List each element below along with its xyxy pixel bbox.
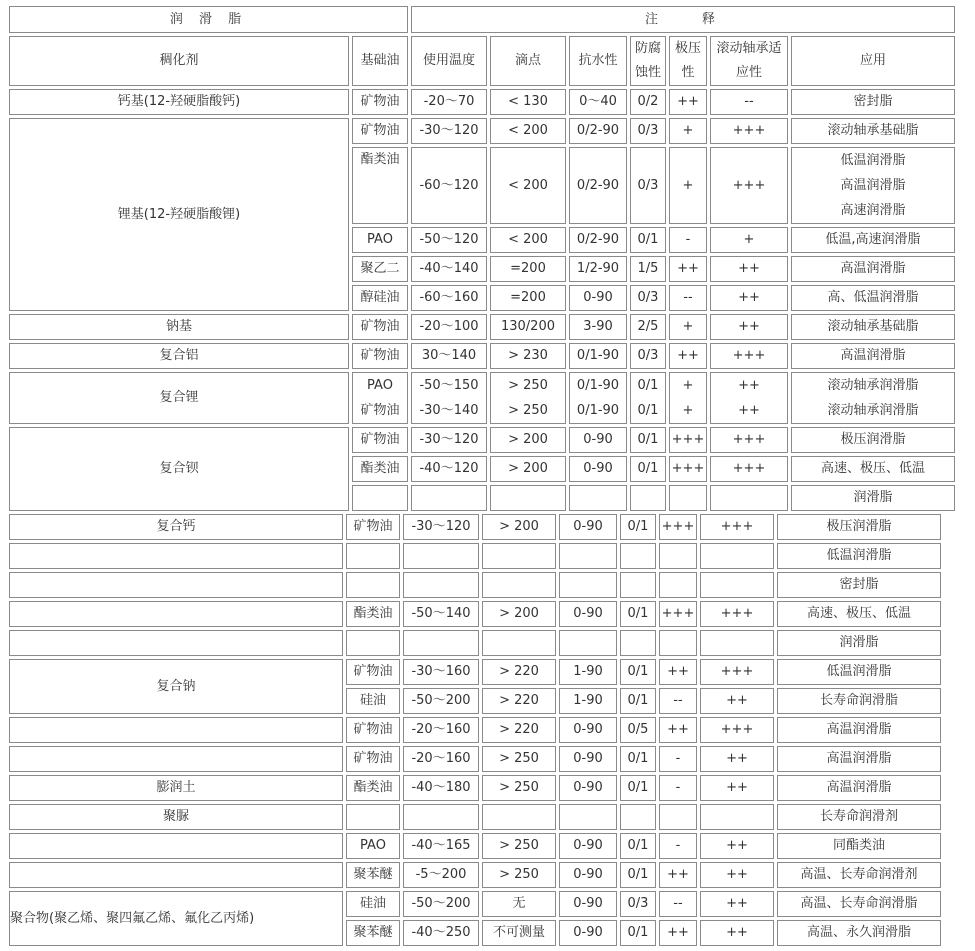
cell: ++ [700,688,774,714]
cell: 0/1 [620,514,656,540]
cell [403,572,479,598]
cell: 矿物油 [352,314,408,340]
cell: -40～250 [403,920,479,946]
cell-application: 滚动轴承基础脂 [791,118,955,144]
cell: -50～140 [403,601,479,627]
cell [9,572,343,598]
cell: +++ [700,717,774,743]
cell: -50～200 [403,891,479,917]
cell-application: 滚动轴承基础脂 [791,314,955,340]
cell [352,372,408,424]
cell [669,372,707,424]
cell: 0/1 [630,427,666,453]
col-application: 应用 [791,36,955,86]
cell: > 220 [482,659,556,685]
cell: 矿物油 [352,427,408,453]
table-row [9,572,941,598]
line: 滚动轴承润滑脂 [827,403,919,418]
cell: 0-90 [559,601,617,627]
cell [569,372,627,424]
cell-application: 高温、永久润滑脂 [777,920,941,946]
cell [659,543,697,569]
cell: 0/2-90 [569,227,627,253]
cell [411,372,487,424]
cell: 130/200 [490,314,566,340]
cell: +++ [710,427,788,453]
cell: 0/5 [620,717,656,743]
cell: > 250 [482,833,556,859]
cell: > 200 [482,514,556,540]
cell: ++ [710,314,788,340]
cell: 1/2-90 [569,256,627,282]
cell [9,630,343,656]
cell: - [669,227,707,253]
cell [620,630,656,656]
cell: +++ [669,427,707,453]
cell: 0/1 [620,746,656,772]
cell: 矿物油 [352,89,408,115]
grease-table-upper [6,3,958,514]
cell: 0/1 [620,601,656,627]
line: 矿物油 [360,403,400,418]
table-row [9,543,941,569]
cell: +++ [669,456,707,482]
cell-application [791,372,955,424]
cell-application: 高温润滑脂 [777,775,941,801]
line: -50～150 [419,378,479,393]
cell: 0/3 [630,118,666,144]
table-row [9,717,941,743]
cell: < 200 [490,118,566,144]
cell: 0/3 [630,343,666,369]
cell: ++ [669,256,707,282]
cell: -60～160 [411,285,487,311]
cell-application: 高速、极压、低温 [777,601,941,627]
cell: -20～70 [411,89,487,115]
cell: 0/1 [630,456,666,482]
cell-thickener: 钙基(12-羟硬脂酸钙) [9,89,349,115]
cell: 矿物油 [346,717,400,743]
cell-thickener: 膨润土 [9,775,343,801]
table-row [9,343,955,369]
cell: 1-90 [559,688,617,714]
cell [9,601,343,627]
cell: 30～140 [411,343,487,369]
cell: =200 [490,256,566,282]
cell-application: 高、低温润滑脂 [791,285,955,311]
cell: =200 [490,285,566,311]
cell: 0/1 [630,227,666,253]
cell [490,485,566,511]
cell [559,630,617,656]
cell-application: 高温润滑脂 [791,256,955,282]
cell: -60～120 [411,147,487,224]
cell: 0～40 [569,89,627,115]
cell: -20～160 [403,717,479,743]
cell [620,804,656,830]
cell: -30～160 [403,659,479,685]
cell: -- [710,89,788,115]
line: 滚动轴承润滑脂 [827,378,919,393]
cell-thickener: 复合铝 [9,343,349,369]
cell [700,543,774,569]
cell: 1-90 [559,659,617,685]
cell: 0/2 [630,89,666,115]
cell: 0-90 [569,427,627,453]
cell: 无 [482,891,556,917]
cell: ++ [669,343,707,369]
cell: 0-90 [559,891,617,917]
cell-thickener: 复合钠 [9,659,343,714]
cell: > 250 [482,775,556,801]
cell: 硅油 [346,688,400,714]
cell [482,630,556,656]
cell: 矿物油 [352,343,408,369]
cell [700,630,774,656]
cell: PAO [352,227,408,253]
cell [482,804,556,830]
cell [559,572,617,598]
cell: +++ [659,514,697,540]
cell: ++ [659,920,697,946]
app-line: 高温润滑脂 [840,178,906,193]
cell: 0/3 [630,285,666,311]
cell: 0-90 [559,514,617,540]
cell: 0/3 [620,891,656,917]
cell [630,372,666,424]
cell [630,485,666,511]
cell [659,572,697,598]
cell: > 200 [490,427,566,453]
cell: +++ [710,118,788,144]
cell: -- [659,891,697,917]
cell: 0/1-90 [569,343,627,369]
cell: 酯类油 [346,601,400,627]
cell [559,804,617,830]
cell [352,485,408,511]
cell-application: 高温润滑脂 [791,343,955,369]
cell-application: 极压润滑脂 [791,427,955,453]
cell-application: 高温润滑脂 [777,746,941,772]
cell: -30～120 [403,514,479,540]
cell: + [669,314,707,340]
cell: - [659,746,697,772]
cell-application: 长寿命润滑剂 [777,804,941,830]
cell: > 200 [482,601,556,627]
cell: 0-90 [559,920,617,946]
cell: -20～160 [403,746,479,772]
table-row [9,427,955,453]
cell: 0/1 [620,659,656,685]
cell: + [669,147,707,224]
cell [620,572,656,598]
cell: ++ [700,862,774,888]
app-line: 高速润滑脂 [840,203,906,218]
table-row [9,775,941,801]
cell: -- [669,285,707,311]
header-grease: 润 滑 脂 [9,6,408,33]
cell-application: 长寿命润滑脂 [777,688,941,714]
line: 0/1-90 [576,378,620,393]
cell [482,572,556,598]
cell-application: 极压润滑脂 [777,514,941,540]
table-row [9,118,955,144]
cell [9,717,343,743]
cell: -- [659,688,697,714]
cell: +++ [710,343,788,369]
cell: +++ [710,456,788,482]
cell: 0-90 [569,285,627,311]
cell [9,862,343,888]
cell: 0-90 [559,833,617,859]
line: + [682,378,694,393]
cell: +++ [659,601,697,627]
cell: 酯类油 [352,147,408,224]
col-dropping-point: 滴点 [490,36,566,86]
cell: 2/5 [630,314,666,340]
table-row [9,314,955,340]
cell-thickener: 聚合物(聚乙烯、聚四氟乙烯、氟化乙丙烯) [9,891,343,946]
cell: 0-90 [559,746,617,772]
cell: +++ [700,659,774,685]
cell: -40～165 [403,833,479,859]
cell: ++ [700,833,774,859]
cell-application: 同酯类油 [777,833,941,859]
cell-application: 密封脂 [791,89,955,115]
cell: 不可测量 [482,920,556,946]
table-row [9,804,941,830]
col-extreme-pressure: 极压性 [669,36,707,86]
header-notes: 注 释 [411,6,955,33]
cell [346,543,400,569]
cell: > 230 [490,343,566,369]
cell: < 200 [490,147,566,224]
table-row [9,89,955,115]
cell [710,485,788,511]
table-row [9,833,941,859]
cell: 1/5 [630,256,666,282]
cell-application: 高温、长寿命润滑剂 [777,862,941,888]
col-thickener: 稠化剂 [9,36,349,86]
cell [569,485,627,511]
cell [659,630,697,656]
cell: 3-90 [569,314,627,340]
cell: ++ [700,920,774,946]
cell [411,485,487,511]
cell: - [659,775,697,801]
line: ++ [738,403,760,418]
cell: ++ [710,256,788,282]
table-row [9,630,941,656]
table-row [9,659,941,685]
cell: > 250 [482,862,556,888]
cell: ++ [659,659,697,685]
cell-thickener: 复合钙 [9,514,343,540]
cell: > 250 [482,746,556,772]
line: ++ [738,378,760,393]
cell: < 200 [490,227,566,253]
cell: ++ [669,89,707,115]
cell [346,630,400,656]
cell: + [669,118,707,144]
col-base-oil: 基础油 [352,36,408,86]
cell: 0-90 [559,775,617,801]
cell: ++ [659,862,697,888]
cell [700,572,774,598]
cell [669,485,707,511]
grease-table-lower [6,511,944,949]
table-row [9,862,941,888]
cell [403,543,479,569]
cell: PAO [346,833,400,859]
cell: +++ [710,147,788,224]
cell-application: 高速、极压、低温 [791,456,955,482]
cell [659,804,697,830]
cell: +++ [700,514,774,540]
cell [490,372,566,424]
cell: 矿物油 [346,746,400,772]
cell: 0-90 [559,717,617,743]
table-row [9,514,941,540]
col-temperature: 使用温度 [411,36,487,86]
cell: > 200 [490,456,566,482]
cell: 0-90 [569,456,627,482]
cell-application [791,147,955,224]
cell: + [710,227,788,253]
cell-application: 低温,高速润滑脂 [791,227,955,253]
line: > 250 [508,403,548,418]
line: 0/1 [637,403,659,418]
cell [482,543,556,569]
app-line: 低温润滑脂 [840,153,906,168]
cell: 聚苯醚 [346,862,400,888]
cell: 矿物油 [346,659,400,685]
cell: 硅油 [346,891,400,917]
table-row [9,372,955,424]
col-corrosion: 防腐蚀性 [630,36,666,86]
cell-thickener: 聚脲 [9,804,343,830]
cell: ++ [700,775,774,801]
cell: 聚苯醚 [346,920,400,946]
cell: -40～140 [411,256,487,282]
cell [559,543,617,569]
cell-application: 低温润滑脂 [777,659,941,685]
cell: 酯类油 [346,775,400,801]
cell: -5～200 [403,862,479,888]
cell: 矿物油 [346,514,400,540]
cell: ++ [700,746,774,772]
cell: 矿物油 [352,118,408,144]
cell: -20～100 [411,314,487,340]
cell: ++ [700,891,774,917]
cell [9,833,343,859]
cell: 酯类油 [352,456,408,482]
line: 0/1 [637,378,659,393]
cell: 聚乙二 [352,256,408,282]
cell [403,630,479,656]
cell-application: 润滑脂 [777,630,941,656]
cell [710,372,788,424]
cell: > 220 [482,717,556,743]
cell [403,804,479,830]
cell: 0-90 [559,862,617,888]
cell-thickener: 钠基 [9,314,349,340]
line: + [682,403,694,418]
cell-thickener: 锂基(12-羟硬脂酸锂) [9,118,349,311]
cell: 0/3 [630,147,666,224]
cell: 0/2-90 [569,147,627,224]
cell: -40～120 [411,456,487,482]
cell-thickener: 复合锂 [9,372,349,424]
cell-application: 低温润滑脂 [777,543,941,569]
cell: ++ [659,717,697,743]
cell: 0/2-90 [569,118,627,144]
cell-application: 高温润滑脂 [777,717,941,743]
table-row [9,746,941,772]
cell: -50～120 [411,227,487,253]
cell: - [659,833,697,859]
cell: 醇硅油 [352,285,408,311]
cell: > 220 [482,688,556,714]
line: -30～140 [419,403,479,418]
table-row [9,891,941,917]
cell [620,543,656,569]
cell [9,543,343,569]
cell: ++ [710,285,788,311]
cell: 0/1 [620,862,656,888]
cell: 0/1 [620,775,656,801]
cell: 0/1 [620,920,656,946]
cell [700,804,774,830]
cell: +++ [700,601,774,627]
cell: -50～200 [403,688,479,714]
col-water-resistance: 抗水性 [569,36,627,86]
cell: -30～120 [411,427,487,453]
cell: 0/1 [620,833,656,859]
cell-thickener: 复合钡 [9,427,349,511]
cell: 0/1 [620,688,656,714]
line: 0/1-90 [576,403,620,418]
cell: < 130 [490,89,566,115]
cell [346,572,400,598]
line: > 250 [508,378,548,393]
cell: -30～120 [411,118,487,144]
col-bearing: 滚动轴承适应性 [710,36,788,86]
line: PAO [367,378,393,393]
cell: -40～180 [403,775,479,801]
table-row [9,601,941,627]
cell [9,746,343,772]
cell-application: 高温、长寿命润滑脂 [777,891,941,917]
cell-application: 润滑脂 [791,485,955,511]
cell [346,804,400,830]
cell-application: 密封脂 [777,572,941,598]
